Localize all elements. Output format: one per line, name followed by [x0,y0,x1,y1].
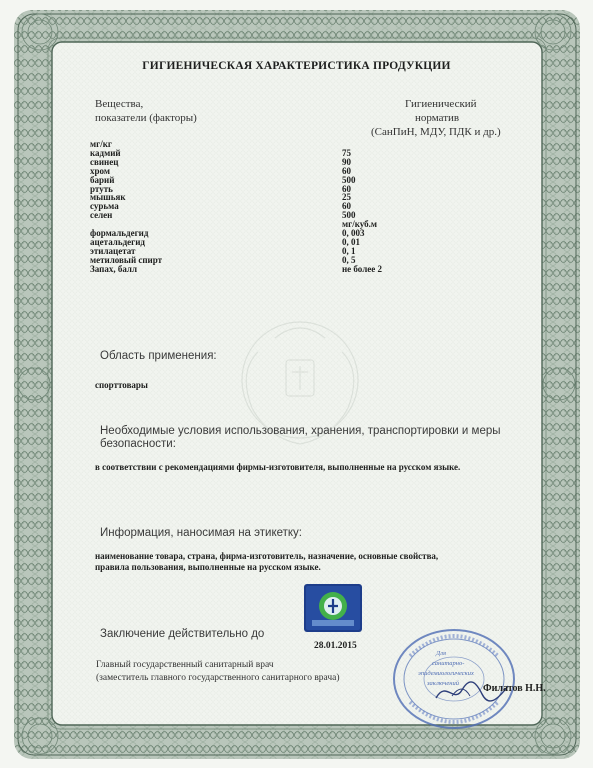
substance-norm-value: 90 [342,156,351,167]
substance-norm-value: 500 [342,210,356,221]
substance-norm-value: 0, 5 [342,254,356,265]
label-info-label: Информация, наносимая на этикетку: [100,527,302,539]
stamp-line2: санитарно- [432,660,465,667]
substance-norm-value: 75 [342,147,351,158]
label-info-value-line2: правила пользования, выполненные на русском языке. [95,562,321,572]
header-norm-line3: (СанПиН, МДУ, ПДК и др.) [371,126,501,138]
substance-name: хром [90,165,110,176]
substance-name: кадмий [90,147,121,158]
validity-date: 28.01.2015 [314,641,357,651]
substance-name: формальдегид [90,228,149,238]
stamp-line3: эпидемиологических [418,670,474,677]
substance-name: барий [90,174,115,185]
stamp-line4: заключений [427,680,459,687]
substance-name: мг/кг [90,139,112,149]
conditions-label-line1: Необходимые условия использования, хранения, транспортировки и меры [100,425,501,437]
signatory-name: Филатов Н.Н. [483,683,546,694]
substance-norm-value: 60 [342,183,351,194]
header-substances-line1: Вещества, [95,98,144,110]
stamp-line1: Для [436,650,446,657]
header-norm-line2: норматив [415,112,460,124]
signatory-title-line1: Главный государственный санитарный врач [96,660,274,670]
signatory-title-line2: (заместитель главного государственного санитарного врача) [96,673,340,683]
substance-norm-value: не более 2 [342,263,382,274]
substance-name: селен [90,210,113,221]
conditions-value: в соответствии с рекомендациями фирмы-изготовителя, выполненные на русском языке. [95,462,461,472]
substance-name: метиловый спирт [90,254,163,265]
header-substances-line2: показатели (факторы) [95,112,197,124]
substance-name: этилацетат [90,245,136,256]
substance-norm-value: 25 [342,192,351,203]
substance-name: Запах, балл [90,263,137,274]
scope-label: Область применения: [100,350,217,362]
substance-norm-value: 500 [342,174,356,185]
substance-norm-value: мг/куб.м [342,219,378,230]
substance-norm-value: 60 [342,201,351,212]
header-norm-line1: Гигиенический [405,98,477,110]
substance-norm-value: 0, 01 [342,236,360,247]
substance-name: сурьма [90,201,119,212]
substance-name: мышьяк [90,192,126,203]
document-title: ГИГИЕНИЧЕСКАЯ ХАРАКТЕРИСТИКА ПРОДУКЦИИ [142,60,451,72]
conditions-label-line2: безопасности: [100,438,176,450]
label-info-value-line1: наименование товара, страна, фирма-изготовитель, назначение, основные свойства, [95,551,439,561]
substance-norm-value: 0, 1 [342,245,356,256]
substance-name: ацетальдегид [90,236,145,247]
scope-value: спорттовары [95,380,148,390]
substance-norm-value: 0, 003 [342,228,365,238]
substance-name: свинец [90,156,119,167]
validity-label: Заключение действительно до [100,628,265,640]
substance-norm-value: 60 [342,165,351,176]
substance-name: ртуть [90,183,113,194]
hologram-icon [304,584,362,632]
